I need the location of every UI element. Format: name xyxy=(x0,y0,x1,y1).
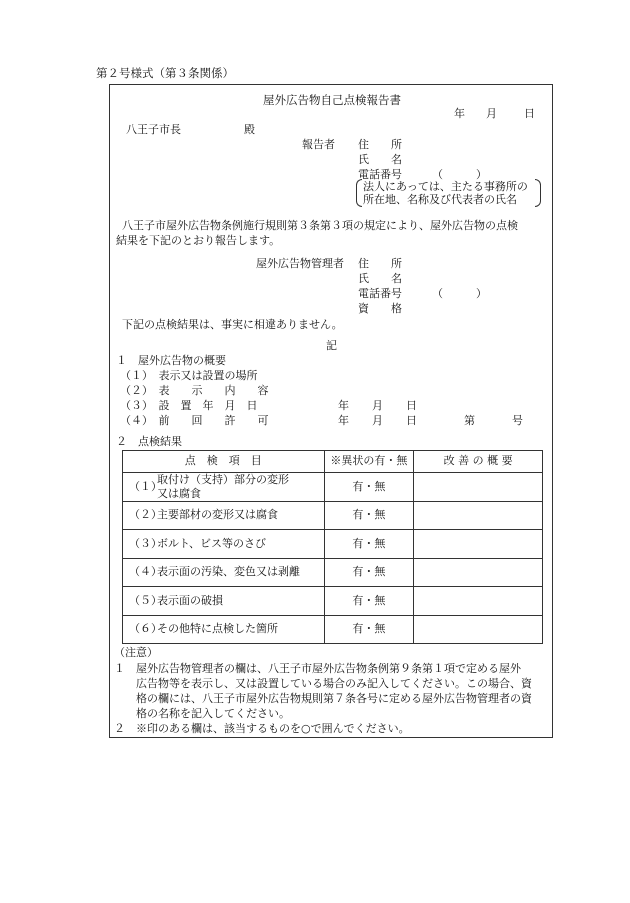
inspection-item-cell xyxy=(123,501,325,530)
corporation-note-bracket xyxy=(356,179,541,207)
intro-line-1: 八王子市屋外広告物条例施行規則第３条第３項の規定により、屋外広告物の点検 xyxy=(122,219,518,232)
manager-label: 屋外広告物管理者 xyxy=(256,257,344,270)
permit-month-label: 月 xyxy=(372,414,383,427)
row-number: （１） xyxy=(129,479,162,493)
improvement-cell[interactable] xyxy=(414,473,543,502)
table-row xyxy=(123,558,543,587)
manager-address-label: 住 所 xyxy=(358,257,402,270)
section1-item-2: （２） 表 示 内 容 xyxy=(120,384,269,397)
abnormality-cell[interactable]: 有・無 xyxy=(324,615,414,644)
date-month-label: 月 xyxy=(486,107,497,120)
note1-line-2: 広告物等を表示し、又は設置している場合のみ記入してください。この場合、資 xyxy=(114,677,532,690)
improvement-cell[interactable] xyxy=(414,530,543,559)
abnormality-cell[interactable]: 有・無 xyxy=(324,587,414,616)
corporation-note-line-1: 法人にあっては、主たる事務所の xyxy=(363,180,528,193)
item-text: 表示面の汚染、変色又は剥離 xyxy=(157,565,300,579)
inspection-item-cell xyxy=(123,473,325,502)
manager-qualification-label: 資 格 xyxy=(358,302,402,315)
document-title: 屋外広告物自己点検報告書 xyxy=(263,93,401,107)
manager-phone-paren: （ ） xyxy=(432,287,487,300)
inspection-item-cell xyxy=(123,615,325,644)
date-year-label: 年 xyxy=(454,107,465,120)
item-text-line-2: 又は腐食 xyxy=(157,486,201,500)
row-number: （４） xyxy=(129,565,162,579)
row-number: （６） xyxy=(129,622,162,636)
header-improvement: 改 善 の 概 要 xyxy=(414,451,543,473)
item-text: ボルト、ビス等のさび xyxy=(157,536,267,550)
header-abnormality: ※異状の有・無 xyxy=(324,451,414,473)
install-month-label: 月 xyxy=(372,399,383,412)
reporter-address-label: 住 所 xyxy=(358,138,402,151)
reporter-label: 報告者 xyxy=(302,138,335,151)
note1-line-1: １ 屋外広告物管理者の欄は、八王子市屋外広告物条例第９条第１項で定める屋外 xyxy=(114,662,521,675)
form-number-label: 第２号様式（第３条関係） xyxy=(96,66,234,80)
abnormality-cell[interactable]: 有・無 xyxy=(324,501,414,530)
intro-line-2: 結果を下記のとおり報告します。 xyxy=(116,234,281,247)
table-row xyxy=(123,473,543,502)
date-day-label: 日 xyxy=(524,107,535,120)
ki-heading: 記 xyxy=(326,339,337,352)
manager-name-label: 氏 名 xyxy=(358,272,402,285)
section1-item-4: （４） 前 回 許 可 xyxy=(120,414,269,427)
section1-item-3: （３） 設 置 年 月 日 xyxy=(120,399,258,412)
inspection-item-cell xyxy=(123,530,325,559)
improvement-cell[interactable] xyxy=(414,587,543,616)
table-row xyxy=(123,530,543,559)
note1-line-3: 格の欄には、八王子市屋外広告物規則第７条各号に定める屋外広告物管理者の資 xyxy=(114,692,532,705)
addressee-honorific: 殿 xyxy=(244,123,255,136)
manager-phone-label: 電話番号 xyxy=(358,287,402,300)
inspection-table xyxy=(122,450,543,644)
permit-dai-label: 第 xyxy=(464,414,475,427)
addressee-name: 八王子市長 xyxy=(126,123,181,136)
item-text: その他特に点検した箇所 xyxy=(157,622,278,636)
notes-heading: （注意） xyxy=(114,646,158,659)
note2-text: ２ ※印のある欄は、該当するものを○で囲んでください。 xyxy=(114,722,410,735)
install-day-label: 日 xyxy=(406,399,417,412)
note1-line-4: 格の名称を記入してください。 xyxy=(114,707,290,720)
abnormality-cell[interactable]: 有・無 xyxy=(324,558,414,587)
improvement-cell[interactable] xyxy=(414,558,543,587)
reporter-phone-label: 電話番号 xyxy=(358,168,402,181)
declaration-text: 下記の点検結果は、事実に相違ありません。 xyxy=(122,318,343,331)
abnormality-cell[interactable]: 有・無 xyxy=(324,530,414,559)
permit-day-label: 日 xyxy=(406,414,417,427)
item-text-line-1: 取付け（支持）部分の変形 xyxy=(157,473,289,486)
reporter-name-label: 氏 名 xyxy=(358,153,402,166)
section2-heading: ２ 点検結果 xyxy=(116,435,182,448)
table-row xyxy=(123,587,543,616)
improvement-cell[interactable] xyxy=(414,615,543,644)
improvement-cell[interactable] xyxy=(414,501,543,530)
abnormality-cell[interactable]: 有・無 xyxy=(324,473,414,502)
table-row xyxy=(123,501,543,530)
header-inspection-item: 点 検 項 目 xyxy=(123,451,325,473)
permit-year-label: 年 xyxy=(338,414,349,427)
permit-go-label: 号 xyxy=(512,414,523,427)
inspection-item-cell xyxy=(123,587,325,616)
report-form xyxy=(109,84,553,738)
item-text: 主要部材の変形又は腐食 xyxy=(157,508,278,522)
row-number: （２） xyxy=(129,508,162,522)
reporter-phone-paren: （ ） xyxy=(432,168,487,181)
item-text: 表示面の破損 xyxy=(157,593,223,607)
section1-heading: １ 屋外広告物の概要 xyxy=(116,354,226,367)
section1-item-1: （１） 表示又は設置の場所 xyxy=(120,369,258,382)
corporation-note-line-2: 所在地、名称及び代表者の氏名 xyxy=(363,193,517,206)
row-number: （５） xyxy=(129,593,162,607)
row-number: （３） xyxy=(129,536,162,550)
table-row xyxy=(123,615,543,644)
install-year-label: 年 xyxy=(338,399,349,412)
inspection-item-cell xyxy=(123,558,325,587)
table-header-row xyxy=(123,451,543,473)
